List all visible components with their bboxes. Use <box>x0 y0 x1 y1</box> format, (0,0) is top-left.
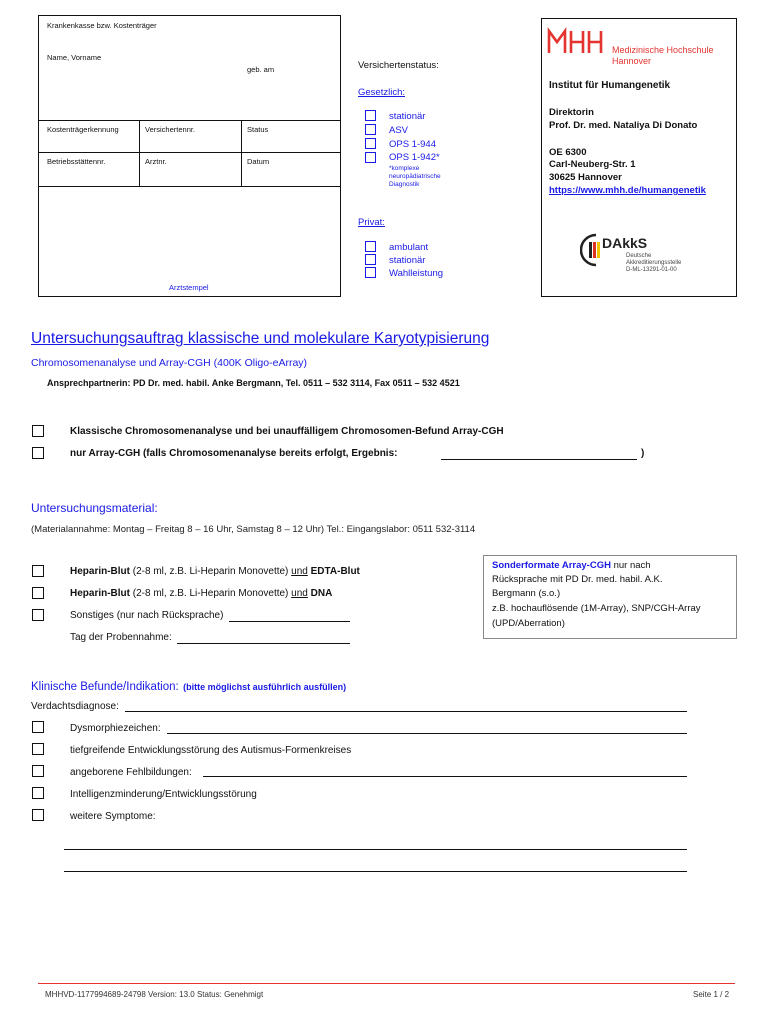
footnote-line-1: *komplexe <box>389 165 420 172</box>
insurance-divider-2 <box>39 152 340 153</box>
probennahme-field[interactable] <box>177 643 350 644</box>
material-title: Untersuchungsmaterial: <box>31 501 158 515</box>
footnote-line-2: neuropädiatrische <box>389 173 441 180</box>
insurance-vdivider-2 <box>241 120 242 186</box>
option-ops-1944: OPS 1-944 <box>389 139 436 150</box>
checkbox-stationaer-privat[interactable] <box>365 254 376 265</box>
clinical-item-fehlbildungen: angeborene Fehlbildungen: <box>70 767 192 778</box>
special-formats-line-1 <box>492 560 651 571</box>
checkbox-intelligenz[interactable] <box>32 787 44 799</box>
material-other-field[interactable] <box>229 621 350 622</box>
fehlbildungen-field[interactable] <box>203 776 687 777</box>
clinical-title-note: (bitte möglichst ausführlich ausfüllen) <box>183 682 347 692</box>
material-dna-b: (2-8 ml, z.B. Li-Heparin Monovette) <box>130 588 292 599</box>
weitere-field-2[interactable] <box>64 871 687 872</box>
name-label: Name, Vorname <box>47 53 102 62</box>
privat-label: Privat: <box>358 217 385 228</box>
special-formats-text-4: z.B. hochauflösende (1M-Array), SNP/CGH-Array <box>492 603 701 614</box>
versichertenstatus-title: Versichertenstatus: <box>358 60 439 71</box>
insurance-box <box>38 15 341 297</box>
special-formats-text-5: (UPD/Aberration) <box>492 618 565 629</box>
special-formats-box <box>483 555 737 639</box>
diagnosis-field[interactable] <box>125 711 687 712</box>
mhh-logo <box>546 25 610 59</box>
clinical-item-autismus: tiefgreifende Entwicklungsstörung des Autismus-Formenkreises <box>70 745 352 756</box>
footer-rule <box>38 983 735 984</box>
dakks-logo <box>580 231 700 281</box>
footer-page: Seite 1 / 2 <box>693 990 730 999</box>
dakks-line-1: Deutsche <box>626 253 652 259</box>
checkbox-fehlbildungen[interactable] <box>32 765 44 777</box>
city: 30625 Hannover <box>549 172 622 183</box>
option-ops-1942: OPS 1-942* <box>389 152 440 163</box>
dysmorphie-field[interactable] <box>167 733 687 734</box>
checkbox-asv[interactable] <box>365 124 376 135</box>
footnote-line-3: Diagnostik <box>389 181 420 188</box>
dakks-line-2: Akkreditierungsstelle <box>626 260 682 266</box>
material-edta-b: (2-8 ml, z.B. Li-Heparin Monovette) <box>130 566 292 577</box>
order-option-classic: Klassische Chromosomenanalyse und bei unauffälligem Chromosomen-Befund Array-CGH <box>70 426 504 437</box>
material-item-edta <box>70 566 360 577</box>
material-edta-a: Heparin-Blut <box>70 566 130 577</box>
checkbox-weitere[interactable] <box>32 809 44 821</box>
clinical-heading <box>31 677 346 695</box>
institute-box <box>541 18 737 297</box>
order-title: Untersuchungsauftrag klassische und molekulare Karyotypisierung <box>31 330 490 347</box>
checkbox-order-array[interactable] <box>32 447 44 459</box>
footer-doc-id: MHHVD-1177994689-24798 Version: 13.0 Status: Genehmigt <box>45 990 264 999</box>
oe-number: OE 6300 <box>549 147 587 158</box>
checkbox-material-edta[interactable] <box>32 565 44 577</box>
material-dna-c: und <box>291 588 308 599</box>
director-title: Direktorin <box>549 107 594 118</box>
status-label: Status <box>247 125 269 134</box>
insurance-divider-1 <box>39 120 340 121</box>
weitere-field-1[interactable] <box>64 849 687 850</box>
probennahme-label: Tag der Probennahme: <box>70 632 172 643</box>
checkbox-wahlleistung[interactable] <box>365 267 376 278</box>
checkbox-material-dna[interactable] <box>32 587 44 599</box>
special-formats-text-1: nur nach <box>610 560 651 571</box>
material-dna-a: Heparin-Blut <box>70 588 130 599</box>
option-stationaer-gesetzlich: stationär <box>389 111 426 122</box>
mhh-logo-graphic <box>546 25 610 59</box>
option-ambulant: ambulant <box>389 242 429 253</box>
gesetzlich-label: Gesetzlich: <box>358 87 405 98</box>
institute-url-link[interactable]: https://www.mhh.de/humangenetik <box>549 185 706 196</box>
order-subtitle: Chromosomenanalyse und Array-CGH (400K Oligo-eArray) <box>31 357 308 369</box>
checkbox-autismus[interactable] <box>32 743 44 755</box>
option-asv: ASV <box>389 125 409 136</box>
option-stationaer-privat: stationär <box>389 255 426 266</box>
geb-label: geb. am <box>247 65 275 74</box>
insurance-vdivider-1 <box>139 120 140 186</box>
dakks-line-3: D-ML-13291-01-00 <box>626 267 677 273</box>
checkbox-ops-1944[interactable] <box>365 138 376 149</box>
material-edta-d: EDTA-Blut <box>310 566 360 577</box>
material-item-dna <box>70 588 332 599</box>
datum-label: Datum <box>247 157 270 166</box>
order-option-array-close: ) <box>641 448 645 459</box>
director-name: Prof. Dr. med. Nataliya Di Donato <box>549 120 698 131</box>
checkbox-material-other[interactable] <box>32 609 44 621</box>
clinical-title: Klinische Befunde/Indikation: <box>31 681 179 693</box>
material-edta-c: und <box>291 566 308 577</box>
logo-name-line-1: Medizinische Hochschule <box>612 45 714 55</box>
checkbox-ambulant[interactable] <box>365 241 376 252</box>
material-dna-d: DNA <box>310 588 333 599</box>
clinical-item-intelligenz: Intelligenzminderung/Entwicklungsstörung <box>70 789 257 800</box>
special-formats-text-2: Rücksprache mit PD Dr. med. habil. A.K. <box>492 574 663 585</box>
contact-line: Ansprechpartnerin: PD Dr. med. habil. Anke Bergmann, Tel. 0511 – 532 3114, Fax 0511 – 532 4521 <box>47 378 460 388</box>
dakks-text: DAkkS <box>602 235 648 251</box>
clinical-item-dysmorphie: Dysmorphiezeichen: <box>70 723 161 734</box>
checkbox-dysmorphie[interactable] <box>32 721 44 733</box>
logo-name-line-2: Hannover <box>612 56 652 66</box>
stamp-label: Arztstempel <box>169 283 209 292</box>
insurance-divider-3 <box>39 186 340 187</box>
order-option-array: nur Array-CGH (falls Chromosomenanalyse bereits erfolgt, Ergebnis: <box>70 448 398 459</box>
arztnr-label: Arztnr. <box>145 157 167 166</box>
checkbox-ops-1942[interactable] <box>365 152 376 163</box>
dakks-emblem-icon <box>580 233 604 267</box>
kasse-label: Krankenkasse bzw. Kostenträger <box>47 21 157 30</box>
material-hours: (Materialannahme: Montag – Freitag 8 – 16 Uhr, Samstag 8 – 12 Uhr) Tel.: Eingangslabor: 0511 532-3114 <box>31 524 476 535</box>
betrieb-label: Betriebsstättennr. <box>47 157 106 166</box>
checkbox-order-classic[interactable] <box>32 425 44 437</box>
clinical-item-weitere: weitere Symptome: <box>70 811 156 822</box>
versichertennr-label: Versichertennr. <box>145 125 196 134</box>
array-result-field[interactable] <box>441 459 637 460</box>
special-formats-text-3: Bergmann (s.o.) <box>492 588 561 599</box>
diagnosis-label: Verdachtsdiagnose: <box>31 701 119 712</box>
kostentraeger-label: Kostenträgerkennung <box>47 125 119 134</box>
option-wahlleistung: Wahlleistung <box>389 268 444 279</box>
checkbox-stationaer-gesetzlich[interactable] <box>365 110 376 121</box>
institute-name: Institut für Humangenetik <box>549 80 671 91</box>
material-item-other: Sonstiges (nur nach Rücksprache) <box>70 610 224 621</box>
special-formats-title: Sonderformate Array-CGH <box>492 560 611 571</box>
street: Carl-Neuberg-Str. 1 <box>549 159 636 170</box>
